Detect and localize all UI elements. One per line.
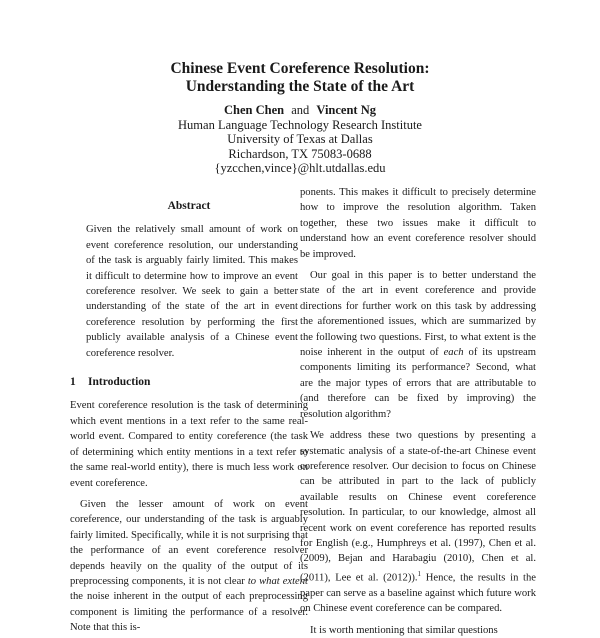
intro-paragraph-2-b: the noise inherent in the output of each preprocessing component is limiting the performance of a resolver. Note that this is- xyxy=(70,591,308,634)
last-paragraph: It is worth mentioning that similar questions xyxy=(310,624,498,636)
author-and: and xyxy=(291,103,310,117)
goal-paragraph-b: of its upstream components limiting its performance? Second, what are the major types of errors that are attributable to (and therefore can be fixed by improving) the resolution algorithm? xyxy=(300,347,536,420)
section-number: 1 xyxy=(70,376,76,389)
affiliation-line-2: University of Texas at Dallas xyxy=(227,132,373,147)
goal-paragraph xyxy=(300,268,536,422)
paper-title xyxy=(0,60,600,96)
intro-paragraph-2-a: Given the lesser amount of work on event coreference, our understanding of the task is arguably fairly limited. Specifically, while it is not surprising that the performance of an event coreference resolver depends heavily on the quality of the output of its preprocessing components, it is not clear xyxy=(70,498,308,587)
title-line-2: Understanding the State of the Art xyxy=(185,78,415,95)
goal-paragraph-a: Our goal in this paper is to better understand the state of the art in event coreference and provide directions for further work on this task by addressing the aforementioned issues, which are summarized by the following two questions. First, to what extent is the noise inherent in the output of xyxy=(300,270,536,359)
affiliation-line-1: Human Language Technology Research Institute xyxy=(178,117,422,132)
section-title: Introduction xyxy=(88,376,151,389)
author-block xyxy=(0,103,600,176)
intro-paragraph-2-emphasis: to what extent xyxy=(247,575,308,587)
intro-paragraph-1: Event coreference resolution is the task of determining which event mentions in a text refer to the same real-world event. Compared to entity coreference (the task of determining which entity mentions in a text refer to the same real-world entity), there is much less work on event coreference. xyxy=(70,400,308,489)
section-heading xyxy=(70,375,308,390)
abstract-text: Given the relatively small amount of work on event coreference resolution, our understanding of the task is arguably fairly limited. This makes it difficult to determine how to improve an event coreference resolver. We seek to gain a better understanding of the state of the art in event coreference resolution by performing the first publicly available analysis of a Chinese event coreference resolver. xyxy=(86,224,298,359)
right-column xyxy=(300,185,536,638)
author-names xyxy=(0,103,600,118)
title-line-1: Chinese Event Coreference Resolution: xyxy=(170,60,430,77)
author-email: {yzcchen,vince}@hlt.utdallas.edu xyxy=(214,161,386,176)
affiliation-line-3: Richardson, TX 75083-0688 xyxy=(228,146,372,161)
left-column xyxy=(70,199,308,636)
author-2: Vincent Ng xyxy=(316,103,376,117)
footnote-marker[interactable]: 1 xyxy=(417,569,422,578)
author-1: Chen Chen xyxy=(223,103,285,117)
intro-paragraph-2 xyxy=(70,497,308,636)
address-paragraph-end: Hence, the results in the paper can serve as a baseline against which future work on Chinese event coreference can be compared. xyxy=(300,572,537,615)
address-paragraph xyxy=(300,428,536,616)
address-paragraph-text: We address these two questions by presenting a systematic analysis of a state-of-the-art Chinese event coreference resolver. Our decision to focus on Chinese can be attributed in part to the lack of publicly available results on Chinese event coreference resolution. In particular, to our knowledge, almost all recent work on event coreference has reported results for English (e.g., Humphreys et al. (1997), Chen et al. (2009), Bejan and Harabagiu (2010), Chen et al. (2011), Lee et al. (2012)). xyxy=(300,430,536,584)
continued-paragraph: ponents. This makes it difficult to precisely determine how to improve the resolution algorithm. Taken together, these two issues make it difficult to understand how an event coreference resolver should be improved. xyxy=(300,187,536,260)
goal-paragraph-emphasis: each xyxy=(443,347,464,359)
abstract-heading: Abstract xyxy=(167,200,211,212)
